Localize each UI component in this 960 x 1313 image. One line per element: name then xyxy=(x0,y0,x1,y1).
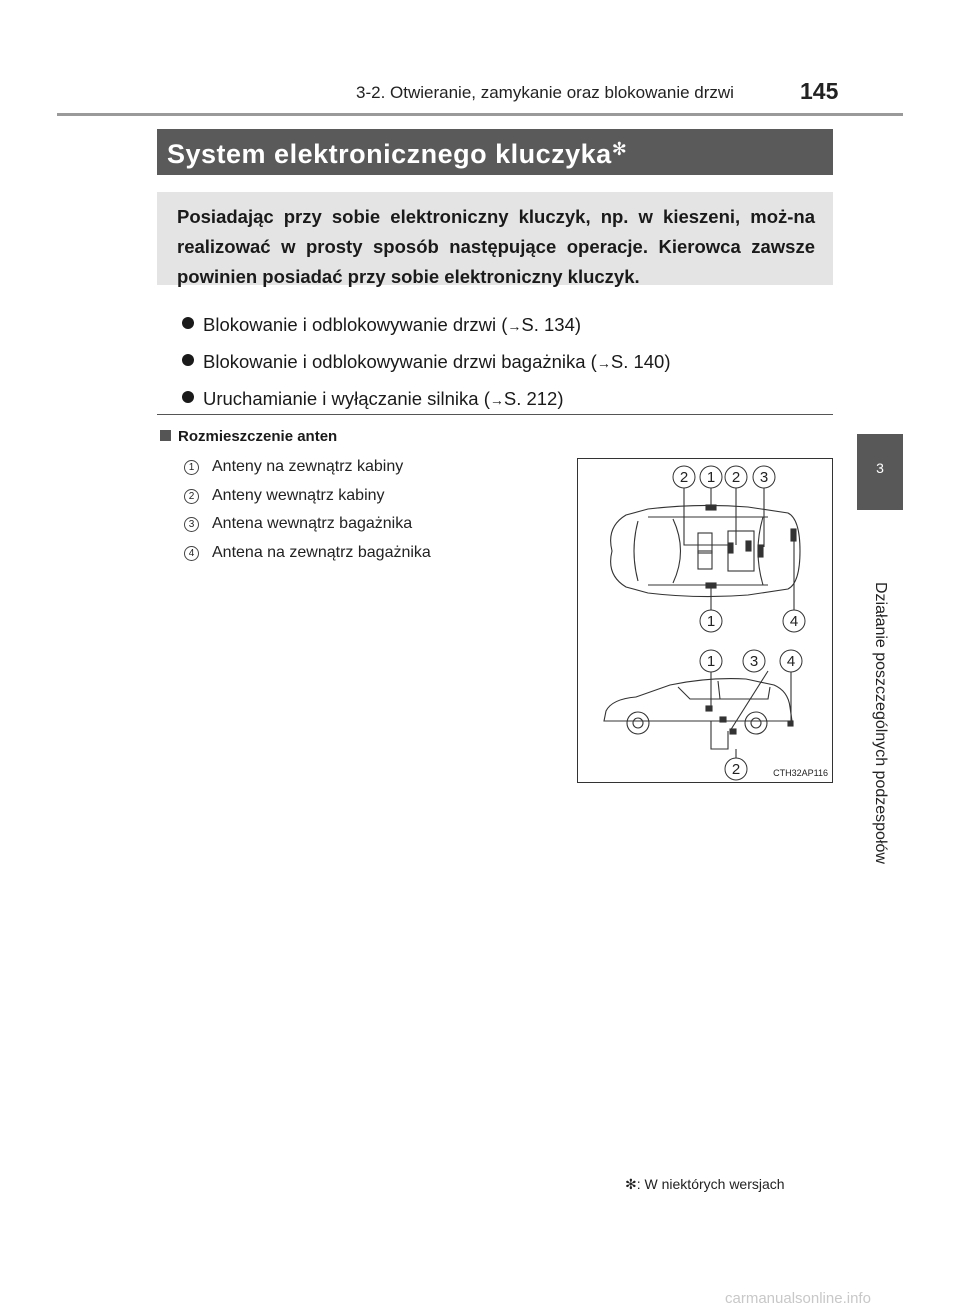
label-circle-4a xyxy=(783,610,805,632)
list-item: 1 Anteny na zewnątrz kabiny xyxy=(184,453,431,482)
antenna-subheading: Rozmieszczenie anten xyxy=(160,428,337,445)
svg-text:1: 1 xyxy=(706,653,716,670)
label-circle-3b xyxy=(743,650,765,672)
label-circle-1b xyxy=(700,610,722,632)
bullet-icon xyxy=(182,391,194,403)
arrow-right-icon: → xyxy=(489,392,504,408)
label-circle-4b xyxy=(780,650,802,672)
page-reference: S. 212) xyxy=(503,388,564,409)
svg-text:4: 4 xyxy=(789,613,799,630)
svg-text:2: 2 xyxy=(679,469,689,486)
watermark: carmanualsonline.info xyxy=(725,1290,871,1307)
figure-code: CTH32AP116 xyxy=(773,768,828,778)
number-circle: 3 xyxy=(184,517,199,532)
bullet-icon xyxy=(182,354,194,366)
svg-text:1: 1 xyxy=(706,613,716,630)
svg-text:2: 2 xyxy=(731,469,741,486)
arrow-right-icon: → xyxy=(507,318,522,334)
label-circle-2b xyxy=(725,466,747,488)
asterisk-icon: ✻ xyxy=(611,139,628,159)
svg-text:3: 3 xyxy=(759,469,769,486)
antenna-location-figure xyxy=(577,458,833,783)
square-bullet-icon xyxy=(160,430,171,441)
bullet-icon xyxy=(182,317,194,329)
svg-text:4: 4 xyxy=(786,653,796,670)
list-item: 3 Antena wewnątrz bagażnika xyxy=(184,510,431,539)
list-item: 4 Antena na zewnątrz bagażnika xyxy=(184,539,431,568)
antenna-legend xyxy=(184,453,431,567)
section-title-text: System elektronicznego kluczyka xyxy=(167,139,612,169)
chapter-tab xyxy=(857,434,903,510)
section-title-bar xyxy=(157,129,833,175)
section-title xyxy=(167,139,627,170)
page-reference: S. 134) xyxy=(521,314,582,335)
list-item: Blokowanie i odblokowywanie drzwi bagażnika (→S. 140) xyxy=(182,344,671,381)
chapter-tab-number: 3 xyxy=(876,460,884,476)
arrow-right-icon: → xyxy=(596,355,611,371)
chapter-side-label: Działanie poszczególnych podzespołów xyxy=(872,582,889,864)
page-number: 145 xyxy=(800,78,839,104)
label-circle-1c xyxy=(700,650,722,672)
list-item: Blokowanie i odblokowywanie drzwi (→S. 134) xyxy=(182,307,671,344)
label-circle-2a xyxy=(673,466,695,488)
svg-text:3: 3 xyxy=(749,653,759,670)
label-circle-3a xyxy=(753,466,775,488)
footnote: ✻: W niektórych wersjach xyxy=(625,1176,785,1192)
car-antenna-diagram xyxy=(578,459,832,782)
label-circle-2c xyxy=(725,758,747,780)
label-circle-1a xyxy=(700,466,722,488)
page-reference: S. 140) xyxy=(610,351,671,372)
asterisk-icon: ✻ xyxy=(625,1176,637,1192)
svg-text:2: 2 xyxy=(731,761,741,778)
header-section-title: 3-2. Otwieranie, zamykanie oraz blokowanie drzwi xyxy=(356,83,734,102)
svg-text:1: 1 xyxy=(706,469,716,486)
number-circle: 1 xyxy=(184,460,199,475)
intro-box: Posiadając przy sobie elektroniczny kluczyk, np. w kieszeni, moż-na realizować w prosty sposób następujące operacje. Kierowca zawsze powinien posiadać przy sobie elektroniczny kluczyk. xyxy=(157,192,833,285)
number-circle: 2 xyxy=(184,489,199,504)
section-divider xyxy=(157,414,833,415)
list-item: Uruchamianie i wyłączanie silnika (→S. 212) xyxy=(182,381,671,418)
list-item: 2 Anteny wewnątrz kabiny xyxy=(184,482,431,511)
header-divider xyxy=(57,113,903,116)
operations-list xyxy=(182,307,671,418)
number-circle: 4 xyxy=(184,546,199,561)
